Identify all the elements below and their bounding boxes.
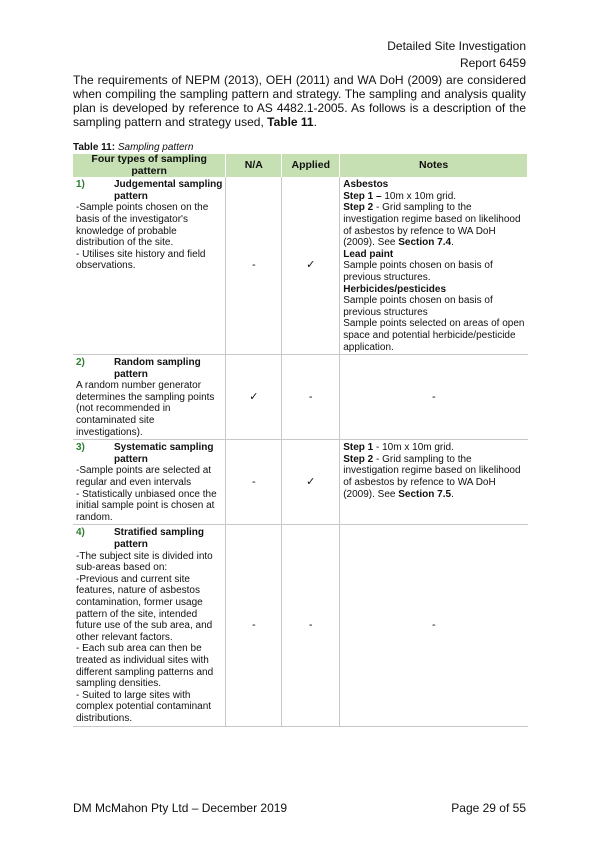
note-text: - 10m x 10m grid. [373,442,454,454]
table-row [73,525,528,726]
pattern-cell [73,355,226,440]
applied-cell: - [282,525,340,726]
intro-paragraph [73,73,526,129]
document-header [387,38,526,72]
pattern-number: 4) [76,527,85,539]
table-caption [73,142,193,153]
pattern-title: Stratified sampling pattern [114,527,205,550]
table-header-row [73,154,528,177]
pattern-heading [76,179,222,202]
applied-cell: ✓ [282,440,340,525]
pattern-cell [73,440,226,525]
applied-cell: - [282,355,340,440]
notes-cell [340,177,528,354]
pattern-heading [76,357,222,380]
note-text: 10m x 10m grid. [381,190,457,202]
table-row [73,440,528,525]
note-section-ref: Section 7.5 [398,488,452,500]
footer-page-number: Page 29 of 55 [451,801,526,815]
pattern-description: A random number generator determines the sampling points (not recommended in contaminated site investigations). [76,380,215,438]
note-text: - Grid sampling to the investigation regime based on likelihood of asbestos by refence to WA DoH (2009). See [343,202,521,249]
caption-title: Sampling pattern [117,142,194,153]
note-bold: Herbicides/pesticides [343,283,447,295]
note-text: Sample points chosen on basis of previous structures [343,295,493,318]
pattern-cell [73,177,226,354]
note-line [343,249,524,261]
notes-cell: - [340,525,528,726]
table-row [73,177,528,354]
table-row [73,355,528,440]
note-text: Sample points chosen on basis of previous structures. [343,260,493,283]
intro-end: . [313,115,317,129]
note-line [343,454,524,500]
note-line [343,202,524,248]
note-bold: Step 1 – [343,190,382,202]
note-line [343,260,524,283]
na-cell: - [226,440,282,525]
note-section-ref: Section 7.4 [398,237,452,249]
pattern-description: -The subject site is divided into sub-areas based on: -Previous and current site features, nature of asbestos contamination, former usage pattern of the site, intended future use of the sub area, and other relevant factors. - Each sub area can then be treated as individual sites with different sampling patterns and sampling densities. - Suited to large sites with complex potential contaminant distributions. [76,550,214,724]
intro-table-ref: Table 11 [267,115,314,129]
note-line [343,284,524,296]
pattern-heading [76,442,222,465]
note-bold: Step 2 [343,202,374,214]
note-end: . [451,488,454,500]
note-line [343,295,524,318]
sampling-pattern-table [73,154,528,727]
col-header-pattern: Four types of sampling pattern [73,154,226,177]
pattern-title: Judgemental sampling pattern [114,179,223,202]
note-bold: Lead paint [343,248,394,260]
na-cell: - [226,525,282,726]
note-end: . [451,237,454,249]
footer-company: DM McMahon Pty Ltd – December 2019 [73,801,288,815]
note-text: - Grid sampling to the investigation regime based on likelihood of asbestos by refence to WA DoH (2009). See [343,453,521,500]
intro-text: The requirements of NEPM (2013), OEH (2011) and WA DoH (2009) are considered when compiling the sampling pattern and strategy. The sampling and analysis quality plan is developed by reference to AS 4482.1-2005. As follows is a description of the sampling pattern and strategy used, [73,73,526,129]
note-bold: Asbestos [343,179,389,191]
na-cell: ✓ [226,355,282,440]
col-header-applied: Applied [282,154,340,177]
pattern-number: 2) [76,357,85,369]
note-bold: Step 1 [343,442,374,454]
caption-label: Table 11: [73,142,116,153]
col-header-na: N/A [226,154,282,177]
col-header-notes: Notes [340,154,528,177]
note-bold: Step 2 [343,453,374,465]
pattern-title: Random sampling pattern [114,357,201,380]
note-line [343,179,524,191]
pattern-number: 1) [76,179,85,191]
note-line [343,191,524,203]
header-report-number: Report 6459 [459,56,526,70]
note-line [343,318,524,353]
note-text: Sample points selected on areas of open space and potential herbicide/pesticide application. [343,318,525,353]
pattern-number: 3) [76,442,85,454]
pattern-description: -Sample points chosen on the basis of the investigator's knowledge of probable distribution of the site. - Utilises site history and field observations. [76,202,209,272]
applied-cell: ✓ [282,177,340,354]
pattern-cell [73,525,226,726]
notes-cell: - [340,355,528,440]
pattern-heading [76,527,222,550]
note-line [343,442,524,454]
pattern-description: -Sample points are selected at regular and even intervals - Statistically unbiased once the initial sample point is chosen at random. [76,465,217,523]
notes-cell [340,440,528,525]
na-cell: - [226,177,282,354]
header-title: Detailed Site Investigation [387,39,526,53]
pattern-title: Systematic sampling pattern [114,442,214,465]
